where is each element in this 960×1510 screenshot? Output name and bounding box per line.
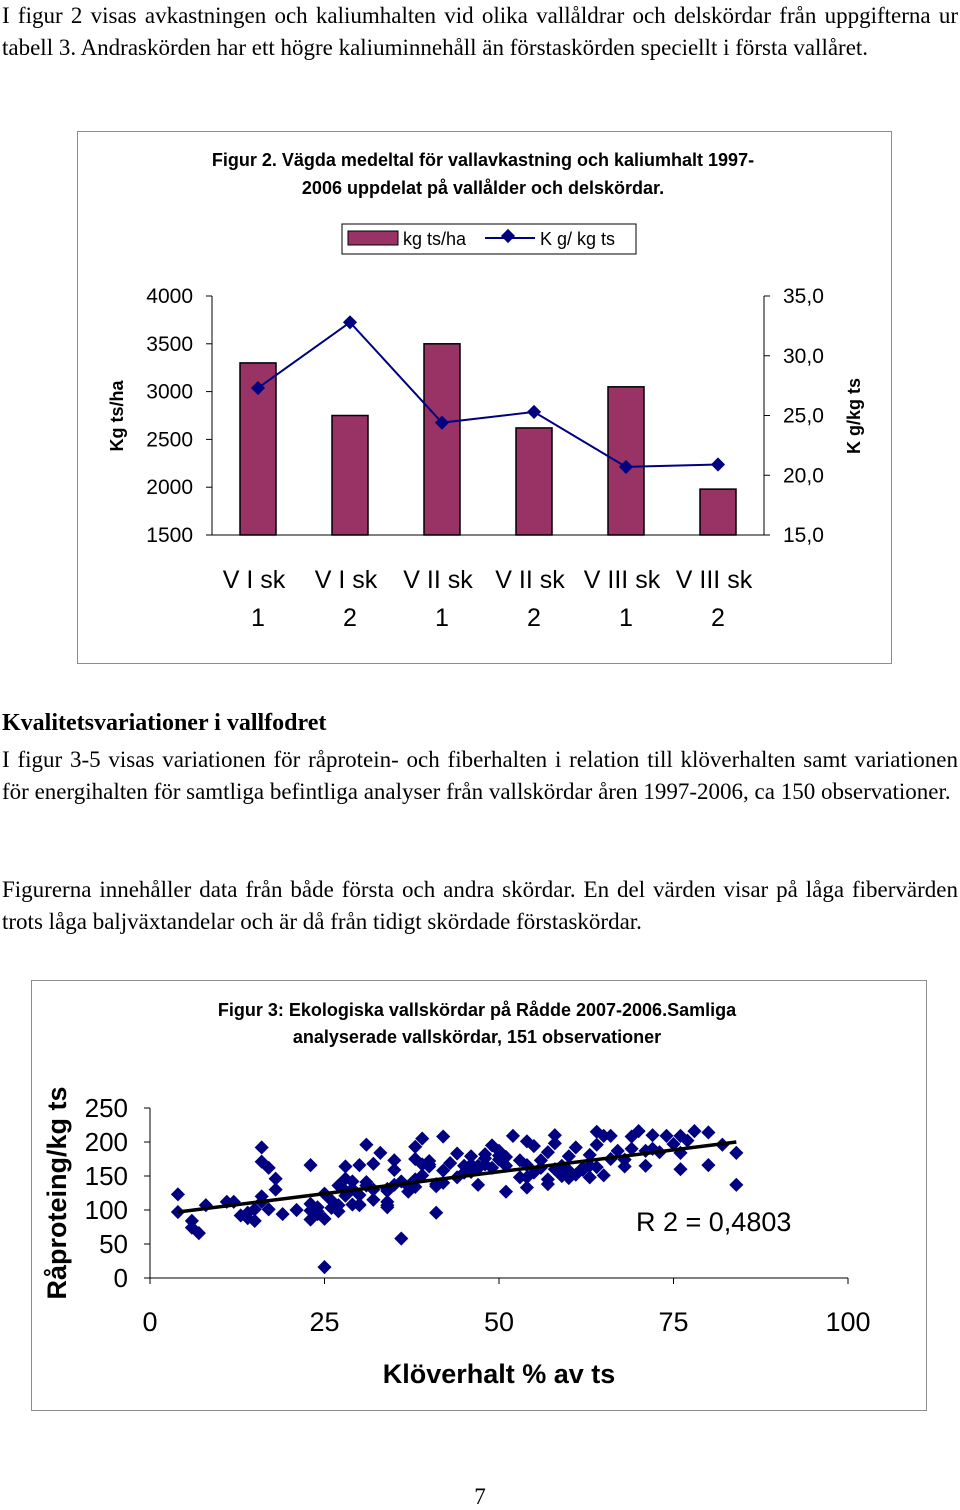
scatter-point bbox=[317, 1260, 331, 1274]
scatter-point bbox=[394, 1231, 408, 1245]
y-tick-label: 200 bbox=[84, 1127, 128, 1157]
scatter-point bbox=[269, 1183, 283, 1197]
y-right-tick-label: 20,0 bbox=[783, 464, 824, 488]
x-tick-label: 25 bbox=[309, 1307, 340, 1337]
x-tick-label: 50 bbox=[483, 1307, 515, 1337]
scatter-point bbox=[352, 1158, 366, 1172]
y-left-tick-label: 2000 bbox=[146, 476, 193, 500]
scatter-point bbox=[645, 1128, 659, 1142]
scatter-point bbox=[373, 1146, 387, 1160]
scatter-point bbox=[359, 1138, 373, 1152]
scatter-point bbox=[673, 1162, 687, 1176]
y-tick-label: 50 bbox=[99, 1229, 128, 1259]
y-tick-label: 250 bbox=[84, 1093, 128, 1123]
scatter-point bbox=[729, 1178, 743, 1192]
x-tick-label: 0 bbox=[142, 1307, 158, 1337]
scatter-point bbox=[639, 1159, 653, 1173]
x-category-label-line2: 2 bbox=[527, 604, 541, 632]
scatter-point bbox=[436, 1129, 450, 1143]
scatter-point bbox=[471, 1178, 485, 1192]
scatter-point bbox=[506, 1129, 520, 1143]
y-tick-label: 150 bbox=[84, 1161, 128, 1191]
x-category-label-line2: 2 bbox=[711, 604, 725, 632]
figure-3-title-line2: analyserade vallskördar, 151 observationer bbox=[292, 1027, 662, 1047]
scatter-point bbox=[366, 1193, 380, 1207]
paragraph-2: I figur 3-5 visas variationen för råprotein- och fiberhalten i relation till klöverhalten samt variationen för energihalten för samtliga befintliga analyser från vallskördar åren 1997-2006, ca 150 observationer. bbox=[2, 747, 958, 804]
scatter-point bbox=[729, 1146, 743, 1160]
scatter-point bbox=[701, 1125, 715, 1139]
scatter-point bbox=[338, 1159, 352, 1173]
x-category-label-line2: 1 bbox=[619, 604, 633, 632]
figure-2-title-line2: 2006 uppdelat på vallålder och delskördar. bbox=[301, 178, 665, 198]
legend-line-label: K g/ kg ts bbox=[540, 229, 616, 249]
y-right-tick-label: 25,0 bbox=[783, 404, 824, 428]
scatter-point bbox=[276, 1207, 290, 1221]
section-heading: Kvalitetsvariationer i vallfodret bbox=[2, 710, 327, 736]
scatter-point bbox=[387, 1153, 401, 1167]
x-category-label-line1: V III sk bbox=[675, 566, 753, 594]
y-axis-label: Råproteing/kg ts bbox=[42, 1086, 72, 1300]
paragraph-3: Figurerna innehåller data från både första och andra skördar. En del värden visar på låga fibervärden trots låga baljväxtandelar och är då från tidigt skördade förstaskördar. bbox=[2, 877, 958, 934]
y-right-tick-label: 35,0 bbox=[783, 285, 824, 308]
x-category-label-line1: V I sk bbox=[314, 566, 378, 594]
x-category-label-line2: 1 bbox=[435, 604, 449, 632]
x-tick-label: 75 bbox=[658, 1307, 689, 1337]
y-left-tick-label: 3000 bbox=[146, 380, 193, 404]
scatter-point bbox=[701, 1158, 715, 1172]
x-category-label-line1: V III sk bbox=[583, 566, 661, 594]
scatter-point bbox=[171, 1187, 185, 1201]
scatter-point bbox=[303, 1158, 317, 1172]
y-right-tick-label: 30,0 bbox=[783, 344, 824, 368]
figure-2-title-line1: Figur 2. Vägda medeltal för vallavkastning och kaliumhalt 1997- bbox=[211, 150, 755, 170]
x-category-label-line2: 2 bbox=[343, 604, 357, 632]
x-category-label-line1: V II sk bbox=[403, 566, 473, 594]
x-axis-label: Klöverhalt % av ts bbox=[382, 1359, 616, 1389]
x-category-label-line1: V I sk bbox=[222, 566, 286, 594]
y-axis-right-label: K g/kg ts bbox=[844, 377, 864, 455]
scatter-point bbox=[366, 1157, 380, 1171]
y-tick-label: 100 bbox=[84, 1195, 128, 1225]
scatter-point bbox=[499, 1185, 513, 1199]
legend-bar-label: kg ts/ha bbox=[403, 229, 467, 249]
y-left-tick-label: 3500 bbox=[146, 332, 193, 356]
scatter-point bbox=[429, 1206, 443, 1220]
x-tick-label: 100 bbox=[825, 1307, 871, 1337]
figure-3-title-line1: Figur 3: Ekologiska vallskördar på Rådde 2007-2006.Samliga bbox=[217, 1000, 737, 1020]
scatter-point bbox=[255, 1140, 269, 1154]
page-number: 7 bbox=[474, 1484, 486, 1509]
y-right-tick-label: 15,0 bbox=[783, 524, 824, 547]
y-tick-label: 0 bbox=[113, 1263, 128, 1293]
x-category-label-line2: 1 bbox=[251, 604, 265, 632]
y-left-tick-label: 2500 bbox=[146, 428, 193, 452]
y-left-tick-label: 1500 bbox=[146, 524, 193, 547]
y-axis-left-label: Kg ts/ha bbox=[107, 380, 127, 452]
intro-paragraph: I figur 2 visas avkastningen och kaliumhalten vid olika vallåldrar och delskördar från uppgifterna ur tabell 3. Andraskörden har ett högre kaliuminnehåll än förstaskörden speciellt i första vallåret. bbox=[2, 3, 958, 60]
scatter-point bbox=[290, 1203, 304, 1217]
x-category-label-line1: V II sk bbox=[495, 566, 565, 594]
y-left-tick-label: 4000 bbox=[146, 285, 193, 308]
r-squared-annotation: R 2 = 0,4803 bbox=[636, 1207, 792, 1237]
